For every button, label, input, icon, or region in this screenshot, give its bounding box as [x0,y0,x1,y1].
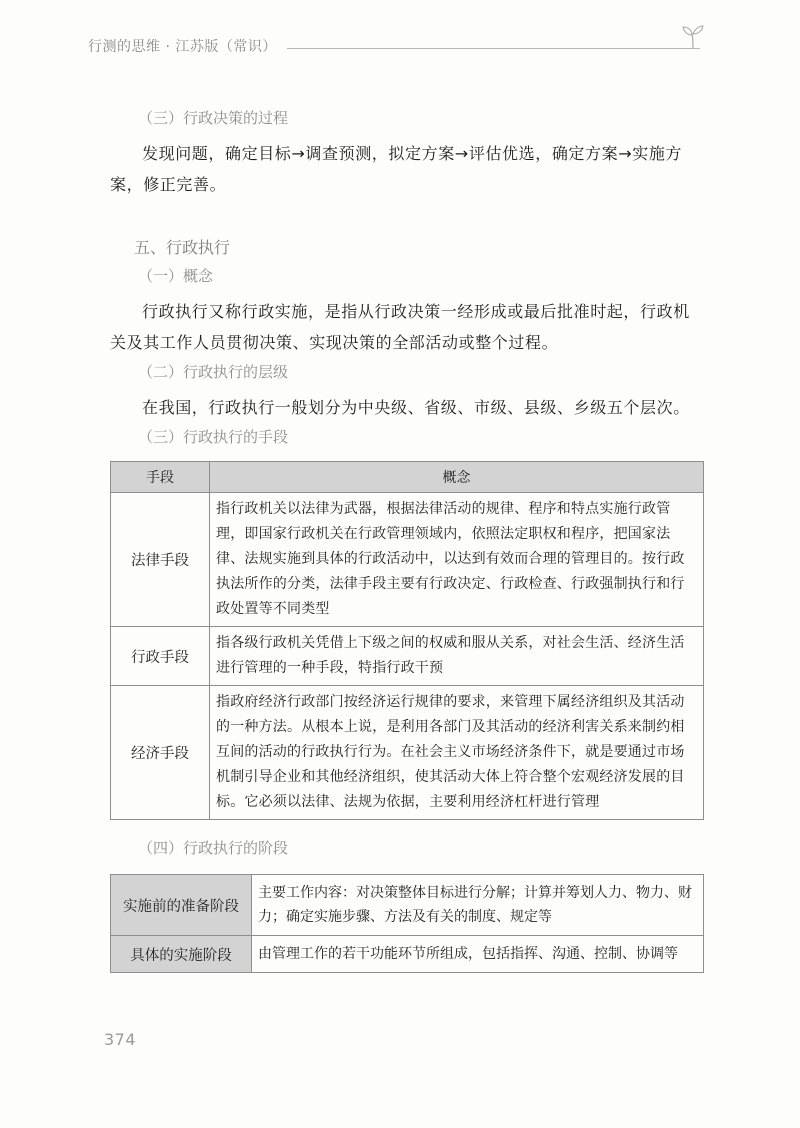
section-heading-levels: （二）行政执行的层级 [138,363,289,381]
row-label: 行政手段 [111,627,210,686]
page-content [110,104,705,973]
section-heading-decision-process: （三）行政决策的过程 [138,109,289,127]
header-title: 行测的思维 · 江苏版（常识） [88,39,277,55]
chapter-heading-execution: 五、行政执行 [134,238,231,257]
row-label: 经济手段 [111,686,210,820]
means-table [110,461,704,820]
running-header [88,34,700,58]
stages-table [110,874,704,973]
page-number: 374 [104,1030,137,1049]
decision-process-paragraph: 发现问题，确定目标→调查预测，拟定方案→评估优选，确定方案→实施方案，修正完善。 [110,144,683,194]
sprout-icon [682,24,704,50]
section-heading-means: （三）行政执行的手段 [138,428,289,446]
levels-paragraph: 在我国，行政执行一般划分为中央级、省级、市级、县级、乡级五个层次。 [142,398,690,417]
section-heading-stages: （四）行政执行的阶段 [138,839,289,857]
column-header-means: 手段 [111,462,210,493]
section-heading-concept: （一）概念 [138,267,214,285]
table-row [111,493,704,627]
row-text: 指行政机关以法律为武器，根据法律活动的规律、程序和特点实施行政管理，即国家行政机关在行政管理领域内，依照法定职权和程序，把国家法律、法规实施到具体的行政活动中，以达到有效而合理的管理目的。按行政执法所作的分类，法律手段主要有行政决定、行政检查、行政强制执行和行政处置等不同类型 [210,493,704,627]
table-row [111,875,704,936]
table-row [111,686,704,820]
row-text: 主要工作内容：对决策整体目标进行分解；计算并筹划人力、物力、财力；确定实施步骤、方法及有关的制度、规定等 [252,875,704,936]
header-rule [287,48,700,49]
table-row [111,627,704,686]
table-header-row [111,462,704,493]
row-text: 由管理工作的若干功能环节所组成，包括指挥、沟通、控制、协调等 [252,936,704,973]
concept-paragraph: 行政执行又称行政实施，是指从行政决策一经形成或最后批准时起，行政机关及其工作人员贯彻决策、实现决策的全部活动或整个过程。 [110,302,690,352]
row-label: 实施前的准备阶段 [111,875,252,936]
row-text: 指各级行政机关凭借上下级之间的权威和服从关系，对社会生活、经济生活进行管理的一种手段，特指行政干预 [210,627,704,686]
row-label: 法律手段 [111,493,210,627]
row-label: 具体的实施阶段 [111,936,252,973]
row-text: 指政府经济行政部门按经济运行规律的要求，来管理下属经济组织及其活动的一种方法。从根本上说，是利用各部门及其活动的经济利害关系来制约相互间的活动的行政执行行为。在社会主义市场经济条件下，就是要通过市场机制引导企业和其他经济组织，使其活动大体上符合整个宏观经济发展的目标。它必须以法律、法规为依据，主要利用经济杠杆进行管理 [210,686,704,820]
column-header-concept: 概念 [210,462,704,493]
table-row [111,936,704,973]
